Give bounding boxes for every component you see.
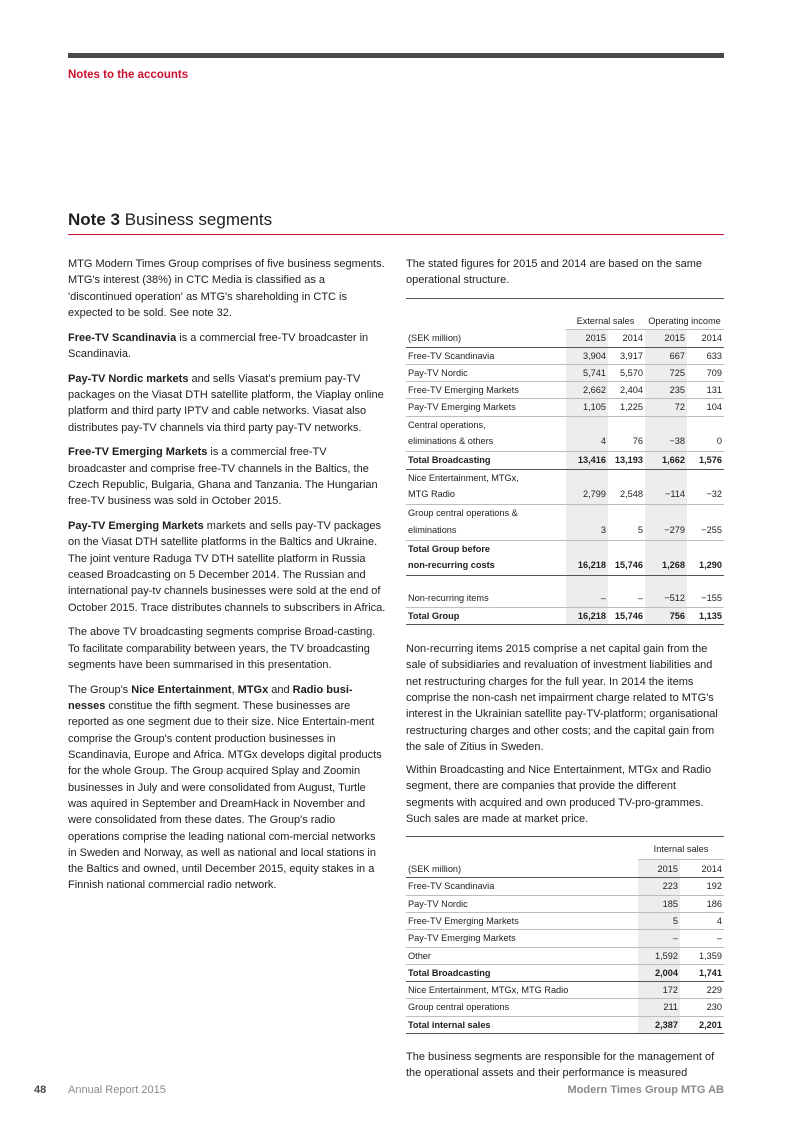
cell: 4 xyxy=(566,416,608,452)
cell: 1,592 xyxy=(638,947,680,964)
cell: 1,105 xyxy=(566,399,608,416)
cell: 230 xyxy=(680,999,724,1016)
table-row xyxy=(406,399,724,416)
cell: 1,268 xyxy=(645,540,687,576)
row-label: Free-TV Emerging Markets xyxy=(406,382,566,399)
col-year: 2015 xyxy=(638,860,680,878)
cell: 1,359 xyxy=(680,947,724,964)
table-row xyxy=(406,930,724,947)
cell: 725 xyxy=(645,364,687,381)
term: Pay-TV Nordic markets xyxy=(68,372,189,385)
cell: 3 xyxy=(566,505,608,541)
cell: 1,135 xyxy=(687,607,724,624)
cell: 13,193 xyxy=(608,452,645,469)
table-row xyxy=(406,878,724,895)
section-label: Notes to the accounts xyxy=(68,69,189,81)
table-row-total xyxy=(406,1016,724,1033)
row-label: Free-TV Scandinavia xyxy=(406,347,566,364)
row-label: Total Broadcasting xyxy=(406,452,566,469)
row-label: Pay-TV Nordic xyxy=(406,895,638,912)
cell: 5 xyxy=(608,505,645,541)
cell: 15,746 xyxy=(608,540,645,576)
cell: – xyxy=(638,930,680,947)
table-row-total xyxy=(406,452,724,469)
cell: 185 xyxy=(638,895,680,912)
cell: 211 xyxy=(638,999,680,1016)
table-row xyxy=(406,912,724,929)
cell: 235 xyxy=(645,382,687,399)
paragraph-free-tv-emerging xyxy=(68,444,386,509)
cell: 16,218 xyxy=(566,607,608,624)
row-label: Free-TV Emerging Markets xyxy=(406,912,638,929)
text: , xyxy=(231,683,238,696)
note-number: Note 3 xyxy=(68,210,120,229)
row-label: Total Group xyxy=(406,607,566,624)
row-label-line: Nice Entertainment, MTGx, xyxy=(408,472,519,483)
cell: 2,799 xyxy=(566,469,608,505)
cell: 5 xyxy=(638,912,680,929)
row-label-line: eliminations xyxy=(408,524,457,535)
cell: – xyxy=(608,590,645,607)
note-heading: Business segments xyxy=(124,210,273,229)
row-label: Total Broadcasting xyxy=(406,964,638,981)
cell: −114 xyxy=(645,469,687,505)
text: markets and sells pay-TV packages on the Viasat DTH satellite platforms in the Baltics and Ukraine. The joint venture Raduga TV DTH satellite platform in Russia ceased Broadcasting on 5 December 2014. The Russian and international pay-tv channels businesses were sold at the end of October 2015. Trace distributes channels to subscribers in Africa. xyxy=(68,520,386,614)
cell: 2,548 xyxy=(608,469,645,505)
group-operating-income: Operating income xyxy=(645,298,724,329)
cell: 3,917 xyxy=(608,347,645,364)
term: Free-TV Scandinavia xyxy=(68,331,177,344)
note-title xyxy=(68,210,272,230)
cell: 667 xyxy=(645,347,687,364)
col-year: 2015 xyxy=(566,329,608,347)
cell: 1,741 xyxy=(680,964,724,981)
group-internal-sales: Internal sales xyxy=(638,837,724,860)
cell: 2,004 xyxy=(638,964,680,981)
cell: 5,570 xyxy=(608,364,645,381)
paragraph-non-recurring: Non-recurring items 2015 comprise a net capital gain from the sale of subsidiaries and revaluation of investment liabilities and net restructuring charges for the full year. In 2014 the items comprise the non-cash net impairment charge related to MTG's interest in the Ukrainian satellite pay-TV-platform; organisational restructuring charges and other costs; and the capital gain from the sale of Zitius in Sweden. xyxy=(406,643,718,753)
table-row xyxy=(406,416,724,452)
cell: 13,416 xyxy=(566,452,608,469)
cell: 2,201 xyxy=(680,1016,724,1033)
internal-sales-table xyxy=(406,836,724,1034)
text: and xyxy=(268,683,293,696)
cell: – xyxy=(566,590,608,607)
term: Free-TV Emerging Markets xyxy=(68,446,208,459)
cell: 1,290 xyxy=(687,540,724,576)
cell: 2,387 xyxy=(638,1016,680,1033)
cell: 172 xyxy=(638,982,680,999)
row-label xyxy=(406,505,566,541)
right-column xyxy=(406,256,724,1082)
cell: 76 xyxy=(608,416,645,452)
cell: 223 xyxy=(638,878,680,895)
row-label: Nice Entertainment, MTGx, MTG Radio xyxy=(406,982,638,999)
paragraph-internal-sales: Within Broadcasting and Nice Entertainment, MTGx and Radio segment, there are companies that provide the different segments with acquired and own produced TV-pro-grammes. Such sales are made at market price. xyxy=(406,764,712,826)
cell: 709 xyxy=(687,364,724,381)
segments-table xyxy=(406,298,724,625)
cell: 1,576 xyxy=(687,452,724,469)
cell: 633 xyxy=(687,347,724,364)
table-row xyxy=(406,895,724,912)
paragraph-fifth-segment xyxy=(68,682,386,894)
table-row xyxy=(406,982,724,999)
paragraph-management: The business segments are responsible for the management of the operational assets and their performance is measured xyxy=(406,1050,715,1080)
text: The Group's xyxy=(68,683,132,696)
col-year: 2014 xyxy=(687,329,724,347)
cell: 4 xyxy=(680,912,724,929)
col-year: 2014 xyxy=(680,860,724,878)
cell: 104 xyxy=(687,399,724,416)
row-label xyxy=(406,540,566,576)
term: Nice Entertainment xyxy=(131,683,232,696)
top-rule xyxy=(68,53,724,58)
cell: 756 xyxy=(645,607,687,624)
row-label-line: Total Group before xyxy=(408,543,491,554)
table-spacer xyxy=(406,576,724,591)
text: and sells Viasat's premium pay-TV packages on the Viasat DTH satellite platform, the Viaplay online platform and third party IPTV and cable networks. Viasat also distributes pay-TV channels via third party pay-TV networks. xyxy=(68,372,384,434)
table-row xyxy=(406,347,724,364)
company-name: Modern Times Group MTG AB xyxy=(567,1084,724,1096)
left-column xyxy=(68,256,386,902)
table-row xyxy=(406,505,724,541)
cell: 2,662 xyxy=(566,382,608,399)
cell: 1,662 xyxy=(645,452,687,469)
text: is a commercial free-TV broadcaster and comprise free-TV channels in the Baltics, the Czech Republic, Bulgaria, Ghana and Tanzania. The Hungarian free-TV business was sold in October 2015. xyxy=(68,446,378,508)
cell: −38 xyxy=(645,416,687,452)
table-row xyxy=(406,364,724,381)
table-row xyxy=(406,382,724,399)
row-label: Other xyxy=(406,947,638,964)
text: is a commercial free-TV broadcaster in Scandinavia. xyxy=(68,331,369,360)
term: MTGx xyxy=(237,683,269,696)
page-number: 48 xyxy=(34,1084,47,1096)
row-label xyxy=(406,416,566,452)
cell: 192 xyxy=(680,878,724,895)
col-year: 2015 xyxy=(645,329,687,347)
cell: −155 xyxy=(687,590,724,607)
row-label-line: Central operations, xyxy=(408,419,486,430)
paragraph-pay-tv-emerging xyxy=(68,518,386,616)
row-label: Group central operations xyxy=(406,999,638,1016)
cell: 3,904 xyxy=(566,347,608,364)
text: constitue the fifth segment. These businesses are reported as one segment due to their size. Nice Entertain-ment comprise the Group's content production businesses in Scandinavia, Europe and Africa. MTGx develops digital products for the whole Group. The Group acquired Splay and Zoomin businesses in July and were consolidated from August, Turtle was aquired in September and DreamHack in November and were consolidated from these dates. The Group's radio operations comprise the leading national com-mercial networks in Sweden and Norway, as well as national and local stations in the Baltics and owned, until December 2015, equity stakes in a Finnish national commercial radio network. xyxy=(68,700,382,892)
cell: −279 xyxy=(645,505,687,541)
row-label-line: non-recurring costs xyxy=(408,560,495,571)
unit-label: (SEK million) xyxy=(406,329,566,347)
cell: −32 xyxy=(687,469,724,505)
cell: 2,404 xyxy=(608,382,645,399)
row-label xyxy=(406,469,566,505)
paragraph-structure: The stated figures for 2015 and 2014 are based on the same operational structure. xyxy=(406,258,702,287)
table-row-total xyxy=(406,964,724,981)
cell: 5,741 xyxy=(566,364,608,381)
col-year: 2014 xyxy=(608,329,645,347)
cell: 15,746 xyxy=(608,607,645,624)
row-label: Total internal sales xyxy=(406,1016,638,1033)
row-label: Pay-TV Nordic xyxy=(406,364,566,381)
row-label: Non-recurring items xyxy=(406,590,566,607)
paragraph-intro: MTG Modern Times Group comprises of five business segments. MTG's interest (38%) in CTC Media is classified as a 'discontinued operation' as MTG's shareholding in CTC is expected to be sold. See note 32. xyxy=(68,258,385,319)
paragraph-free-tv-scandinavia xyxy=(68,330,386,363)
table-row xyxy=(406,947,724,964)
row-label-line: Group central operations & xyxy=(408,508,518,519)
table-row xyxy=(406,590,724,607)
group-external-sales: External sales xyxy=(566,298,645,329)
title-rule xyxy=(68,234,724,235)
term: Radio busi-nesses xyxy=(68,683,353,713)
row-label: Free-TV Scandinavia xyxy=(406,878,638,895)
cell: 0 xyxy=(687,416,724,452)
paragraph-pay-tv-nordic xyxy=(68,371,386,436)
report-title: Annual Report 2015 xyxy=(68,1084,166,1096)
unit-label: (SEK million) xyxy=(406,860,638,878)
cell: −255 xyxy=(687,505,724,541)
cell: 186 xyxy=(680,895,724,912)
row-label: Pay-TV Emerging Markets xyxy=(406,399,566,416)
row-label-line: eliminations & others xyxy=(408,436,494,447)
cell: 16,218 xyxy=(566,540,608,576)
table-row-total xyxy=(406,540,724,576)
cell: 72 xyxy=(645,399,687,416)
table-row xyxy=(406,469,724,505)
cell: 1,225 xyxy=(608,399,645,416)
row-label-line: MTG Radio xyxy=(408,488,455,499)
term: Pay-TV Emerging Markets xyxy=(68,520,204,533)
row-label: Pay-TV Emerging Markets xyxy=(406,930,638,947)
cell: – xyxy=(680,930,724,947)
table-row xyxy=(406,999,724,1016)
cell: 229 xyxy=(680,982,724,999)
table-row-total xyxy=(406,607,724,624)
cell: 131 xyxy=(687,382,724,399)
cell: −512 xyxy=(645,590,687,607)
paragraph-broadcasting: The above TV broadcasting segments comprise Broad-casting. To facilitate comparability between years, the TV broadcasting segments have been summarised in this presentation. xyxy=(68,626,376,672)
